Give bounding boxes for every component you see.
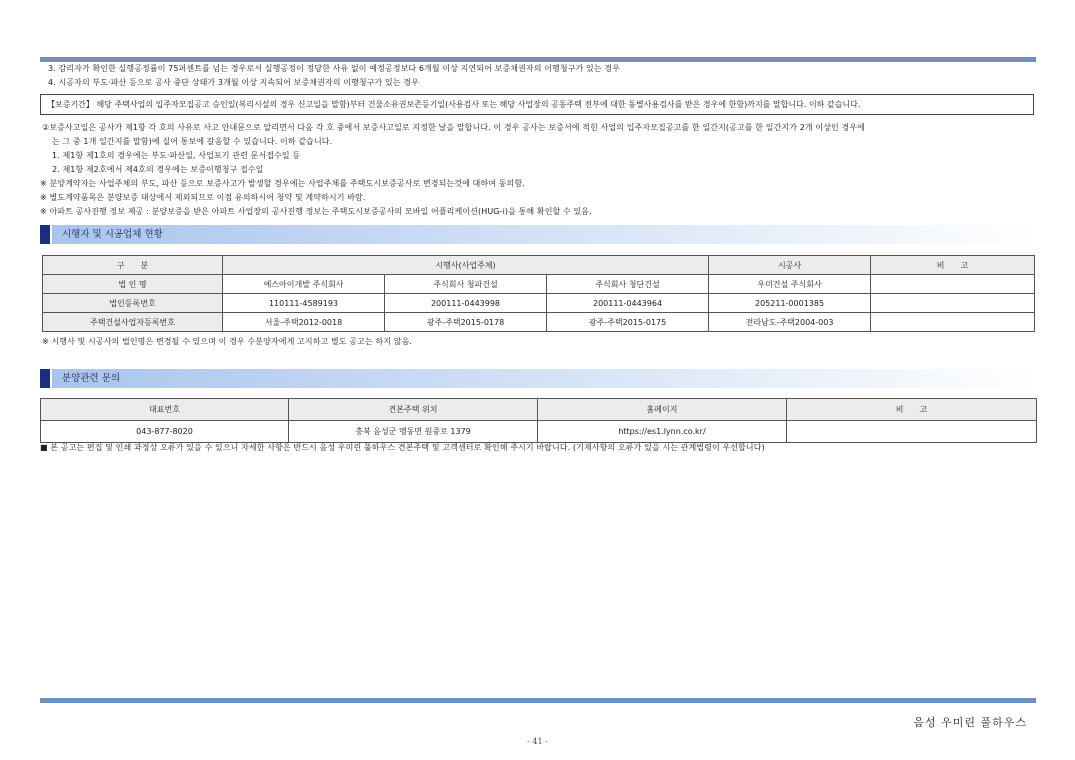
table-cell: 광주-주택2015-0175 xyxy=(547,313,709,332)
table-cell: 에스아이개발 주식회사 xyxy=(223,275,385,294)
bottom-rule xyxy=(40,698,1036,703)
section-header-inquiry xyxy=(40,369,1036,388)
footer-title: 음성 우미린 풀하우스 xyxy=(913,716,1027,729)
paragraph-item-2: 2. 제1항 제2호에서 제4호의 경우에는 보증이행청구 접수일 xyxy=(52,165,264,174)
section-gradient xyxy=(52,225,1036,244)
table-row xyxy=(43,275,1035,294)
section-title: 시행자 및 시공업체 현황 xyxy=(62,229,163,240)
homepage-link[interactable]: https://es1.lynn.co.kr/ xyxy=(538,421,787,443)
row-label-corp-name: 법 인 명 xyxy=(43,275,223,294)
developer-footnote: ※ 시행사 및 시공사의 법인명은 변경될 수 있으며 이 경우 수분양자에게 고지하고 별도 공고는 하지 않음. xyxy=(42,337,413,346)
table-row xyxy=(41,421,1037,443)
guarantee-period-definition: 【보증기간】 해당 주택사업의 입주자모집공고 승인일(복리시설의 경우 신고일을 말함)부터 건물소유권보존등기일(사용검사 또는 해당 사업장의 공동주택 전부에 대한 동별사용검사를 받은 경우에 한함)까지를 말합니다. 이하 같습니다. xyxy=(40,94,1034,115)
paragraph-line-1: ②보증사고일은 공사가 제1항 각 호의 사유로 사고 안내문으로 알리면서 다음 각 호 중에서 보증사고일로 지정한 날을 말합니다. 이 경우 공사는 보증서에 적힌 사업의 입주자모집공고를 한 일간지(공고를 한 일간지가 2개 이상인 경우에 xyxy=(42,123,865,132)
header-builder: 시공사 xyxy=(709,256,871,275)
table-cell: 205211-0001385 xyxy=(709,294,871,313)
section-title: 분양관련 문의 xyxy=(62,373,121,384)
table-cell xyxy=(871,294,1035,313)
header-model-house: 견본주택 위치 xyxy=(289,399,538,421)
paragraph-line-2: 는 그 중 1개 일간지를 말함)에 실어 통보에 갈음할 수 있습니다. 이하 같습니다. xyxy=(52,137,333,146)
header-category: 구 분 xyxy=(43,256,223,275)
header-homepage: 홈페이지 xyxy=(538,399,787,421)
inquiry-table xyxy=(40,398,1037,443)
disclaimer: ■ 본 공고는 편집 및 인쇄 과정상 오류가 있을 수 있으니 자세한 사항은 반드시 음성 우미린 풀하우스 견본주택 및 고객센터로 확인해 주시기 바랍니다. (기재사항의 오류가 있을 시는 관계법령이 우선합니다) xyxy=(40,443,765,452)
header-note: 비 고 xyxy=(871,256,1035,275)
table-row xyxy=(43,294,1035,313)
table-cell: 200111-0443998 xyxy=(385,294,547,313)
paragraph-item-1: 1. 제1항 제1호의 경우에는 부도·파산일, 사업포기 관련 문서접수일 등 xyxy=(52,151,301,160)
top-rule xyxy=(40,57,1036,62)
developer-table xyxy=(42,255,1035,332)
section-gradient xyxy=(52,369,1036,388)
table-cell xyxy=(787,421,1037,443)
phone-number: 043-877-8020 xyxy=(41,421,289,443)
table-cell: 200111-0443964 xyxy=(547,294,709,313)
page-number: - 41 - xyxy=(527,737,548,746)
table-cell: 서울-주택2012-0018 xyxy=(223,313,385,332)
table-cell: 주식회사 청단건설 xyxy=(547,275,709,294)
remark-2: ※ 별도계약품목은 분양보증 대상에서 제외되므로 이점 유의하시어 청약 및 계약하시기 바람. xyxy=(40,193,366,202)
header-developer: 시행사(사업주체) xyxy=(223,256,709,275)
table-cell: 광주-주택2015-0178 xyxy=(385,313,547,332)
note-item-4: 4. 시공자의 부도·파산 등으로 공사 중단 상태가 3개월 이상 지속되어 보증채권자의 이행청구가 있는 경우 xyxy=(48,78,419,87)
row-label-corp-reg-no: 법인등록번호 xyxy=(43,294,223,313)
remark-3: ※ 아파트 공사진행 정보 제공 : 분양보증을 받은 아파트 사업장의 공사진행 정보는 주택도시보증공사의 모바일 어플리케이션(HUG-i)을 통해 확인할 수 있음. xyxy=(40,207,592,216)
row-label-builder-reg-no: 주택건설사업자등록번호 xyxy=(43,313,223,332)
remark-1: ※ 분양계약자는 사업주체의 부도, 파산 등으로 보증사고가 발생할 경우에는 사업주체를 주택도시보증공사로 변경되는것에 대하여 동의함. xyxy=(40,179,525,188)
table-cell: 전라남도-주택2004-003 xyxy=(709,313,871,332)
header-note: 비 고 xyxy=(787,399,1037,421)
table-cell: 우미건설 주식회사 xyxy=(709,275,871,294)
table-cell: 110111-4589193 xyxy=(223,294,385,313)
table-cell: 주식회사 청파건설 xyxy=(385,275,547,294)
table-header-row xyxy=(41,399,1037,421)
section-marker xyxy=(40,225,50,244)
table-header-row xyxy=(43,256,1035,275)
table-cell xyxy=(871,313,1035,332)
table-row xyxy=(43,313,1035,332)
note-item-3: 3. 감리자가 확인한 실행공정률이 75퍼센트를 넘는 경우로서 실행공정이 정당한 사유 없이 예정공정보다 6개월 이상 지연되어 보증채권자의 이행청구가 있는 경우 xyxy=(48,64,620,73)
section-marker xyxy=(40,369,50,388)
table-cell xyxy=(871,275,1035,294)
header-phone: 대표번호 xyxy=(41,399,289,421)
model-house-address: 충북 음성군 맹동면 원중로 1379 xyxy=(289,421,538,443)
section-header-developers xyxy=(40,225,1036,244)
